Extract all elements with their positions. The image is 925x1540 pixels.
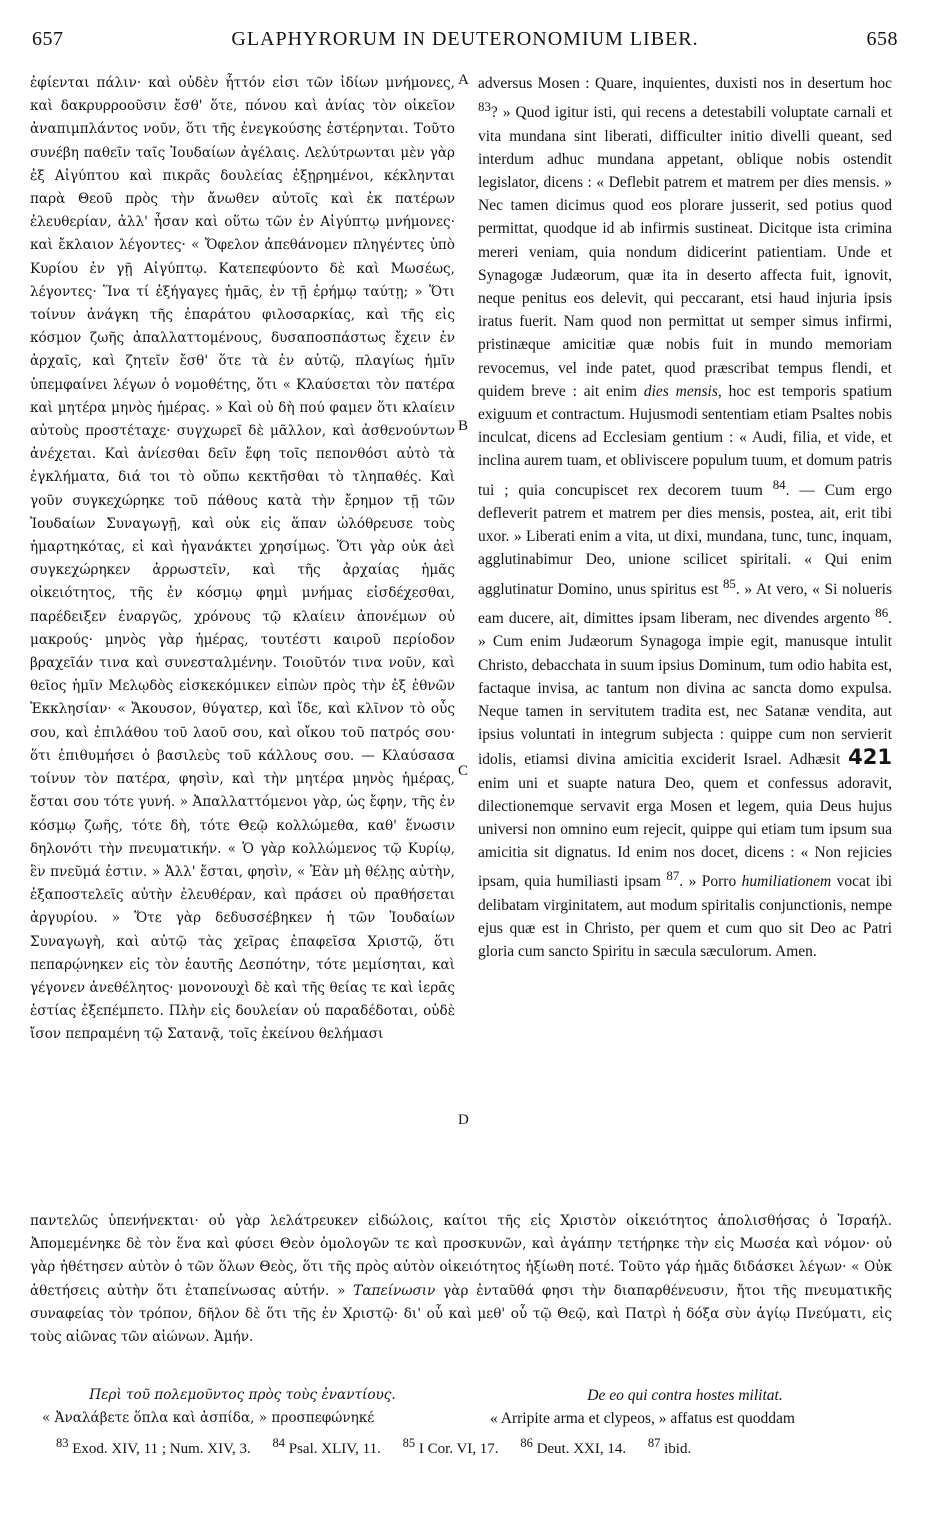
greek-section-start: « Ἀναλάβετε ὅπλα καὶ ἀσπίδα, » προσπεφώνηκέ xyxy=(42,1410,375,1426)
latin-section-start: « Arripite arma et clypeos, » affatus est quoddam xyxy=(490,1410,795,1427)
greek-full-text xyxy=(30,1210,892,1349)
greek-full-width xyxy=(30,1210,892,1349)
footnote-ref-85: 85 xyxy=(722,575,736,591)
latin-section-title: De eo qui contra hostes militat. xyxy=(587,1387,783,1404)
latin-column xyxy=(478,72,892,963)
section-start xyxy=(30,1384,892,1430)
latin-section xyxy=(478,1384,892,1430)
greek-section xyxy=(30,1384,455,1430)
greek-column xyxy=(30,72,455,1047)
latin-text-8: . » Porro xyxy=(679,873,737,891)
greek-section-title: Περὶ τοῦ πολεμοῦντος πρὸς τοὺς ἐναντίους. xyxy=(89,1387,396,1403)
latin-text-7: enim uni et suapte natura Deo, quem et confessus adoravit, dilectionemque servavit erga Mosen et legem, quia Deus hujus universi non omnino eum rejecit, quippe qui etiam tum ipsum sua amicitia sit dignatus. Id enim nos docet, dicens : « Non rejicies ipsam, quia humiliasti ipsam xyxy=(478,774,892,891)
footnote-ref-84: 84 xyxy=(772,476,786,492)
footnote-ref-83: 83 xyxy=(478,99,491,115)
footnote-text: I Cor. VI, 17. xyxy=(418,1441,499,1457)
margin-marker-b: B xyxy=(458,418,469,434)
footnotes xyxy=(56,1436,896,1458)
latin-column-text xyxy=(478,72,892,963)
latin-text-3: , hoc est temporis spatium exiguum et contractum. Hujusmodi sententiam etiam Psaltes nobis inculcat, dicens ad Ecclesiam gentium : « Audi, filia, et vide, et inclina aurem tuam, et obliviscere populum tuum, et domum patris tui ; quia concupiscet rex decorem tuum xyxy=(478,382,892,499)
greek-column-text: ἐφίενται πάλιν· καὶ οὐδὲν ἧττόν εἰσι τῶν ἰδίων μνήμονες, καὶ δακρυρροοῦσιν ἔσθ' ὅτε, πόνου καὶ ἀνίας τὸν οἰκεῖον ἀναπιμπλάντος νοῦν, ὅτι τῆς ἐνεγκούσης ἐστέρηνται. Τοῦτο συνέβη παθεῖν ταῖς Ἰουδαίων ἀγέλαις. Λελύτρωνται μὲν γὰρ ἐξ Αἰγύπτου καὶ πικρᾶς δουλείας ἐξῃρημένοι, κέκληνται παρὰ Θεοῦ πρὸς τὴν ἄνωθεν αὐτοῖς καὶ ἐκ πατέρων ἐλευθερίαν, ἀλλ' ἦσαν καὶ οὕτω τῶν ἐν Αἰγύπτῳ μνήμονες· καὶ ἔκλαιον λέγοντες· « Ὄφελον ἀπεθάνομεν πληγέντες ὑπὸ Κυρίου ἐν γῇ Αἰγύπτῳ. Κατεπεφύοντο δὲ καὶ Μωσέως, λέγοντες· Ἵνα τί ἐξήγαγες ἡμᾶς, ἐν τῇ ἐρήμῳ ταύτῃ; » Ὅτι τοίνυν ἀνάγκη τῆς ἐπαράτου φιλοσαρκίας, καὶ τῆς εἰς κόσμον ζωῆς ἀπαλλαττομένους, δυσαποσπάστως ἔχειν ἐν ἀρχαῖς, καὶ ζητεῖν ἔσθ' ὅτε τὰ ἐν αὐτῷ, πλαγίως ἡμῖν ὑπεμφαίνει λέγων ὁ νομοθέτης, ὅτι « Κλαύσεται τὸν πατέρα καὶ μητέρα μηνὸς ἡμέρας. » Καὶ οὐ δὴ πού φαμεν ὅτι κλαίειν αὐτοὺς προστέταχε· συγχωρεῖ δὲ μᾶλλον, καὶ ἀσθενούντων ἀνέχεται. Καὶ ἀνίεσθαι δεῖν ἔφη τοῖς πεπονθόσι αὐτὸ τὰ ἐγκλήματα, διά τοι τὸ οὔπω κεκτῆσθαι τὸ τληπαθές. Καὶ γοῦν συγκεχώρηκε τοῦ πάθους κατὰ τὴν ἔρημον τῇ τῶν Ἰουδαίων Συναγωγῇ, καὶ οὐκ εἰς ἅπαν ὠλόθρευσε τοὺς ἡμαρτηκότας, εἰ καὶ ἠγανάκτει χρησίμως. Ὅτι γὰρ οὐκ ἀεὶ συγκεχώρηκεν ἀρρωστεῖν, καὶ τῆς ἀρχαίας ἡμᾶς οἰκειότητος, τῆς ἐν κόσμῳ φημὶ μνήμας εἰσδέχεσθαι, παρέδειξεν ἐναργῶς, χρόνους τῷ κλαίειν ἀπονέμων οὐ μακρούς· μηνὸς γὰρ ἡμέρας, τουτέστι καιροῦ περίοδον βραχεῖάν τινα καὶ συνεσταλμένην. Τοιοῦτόν τινα νοῦν, καὶ θεῖος ἡμῖν Μελῳδὸς εἰσκεκόμικεν εἰπὼν πρὸς τὴν ἐξ ἐθνῶν Ἐκκλησίαν· « Ἄκουσον, θύγατερ, καὶ ἴδε, καὶ κλῖνον τὸ οὖς σου, καὶ ἐπιλάθου τοῦ λαοῦ σου, καὶ οἴκου τοῦ πατρός σου· ὅτι ἐπιθυμήσει ὁ βασιλεὺς τοῦ κάλλους σου. — Κλαύσασα τοίνυν τὸν πατέρα, φησὶν, καὶ τὴν μητέρα μηνὸς ἡμέρας, ἔσται σου τότε γυνή. » Ἀπαλλαττόμενοι γὰρ, ὡς ἔφην, τῆς ἐν κόσμῳ ζωῆς, τότε δὴ, τότε Θεῷ κολλώμεθα, καθ' ἕνωσιν δηλονότι τὴν πνευματικήν. « Ὁ γὰρ κολλώμενος τῷ Κυρίῳ, ἓν πνεῦμά ἐστιν. » Ἀλλ' ἔσται, φησὶν, « Ἐὰν μὴ θέλῃς αὐτὴν, ἐξαποστελεῖς αὐτὴν ἐλευθέραν, καὶ πράσει οὐ πραθήσεται ἀργυρίου. » Ὅτε γὰρ δεδυσσέβηκεν ἡ τῶν Ἰουδαίων Συναγωγὴ, καὶ αὐτῷ τὰς χεῖρας ἐπαφεῖσα Χριστῷ, ὅτι πεπαρῴνηκεν εἰς τὸν ἑαυτῆς Δεσπότην, τότε μεμίσηται, καὶ γέγονεν ἀνεθέλητος· μονονουχὶ δὲ καὶ τῆς θείας τε καὶ ἱερᾶς ἑστίας ἐξεπέμπετο. Πλὴν εἰς δουλείαν οὐ παραδέδοται, οὐδὲ ἴσον πεπραμένη τῷ Σατανᾷ, τοῖς ἐκείνου θελήμασι xyxy=(30,75,455,1043)
footnote-number: 83 xyxy=(56,1436,69,1450)
footnote-87 xyxy=(647,1436,692,1457)
latin-italic-1: dies mensis xyxy=(643,382,718,400)
margin-marker-c: C xyxy=(458,763,469,779)
footnote-number: 85 xyxy=(402,1436,416,1450)
footnote-86 xyxy=(520,1436,627,1457)
greek-full-text-2: γὰρ ἐνταῦθά φησι τὴν διαπαρθένευσιν, ἤτοι τῆς πνευματικῆς συναφείας τὸν τρόπον, δῆλον δὲ ὅτι τῆς ἐν Χριστῷ· δι' οὗ καὶ μεθ' οὗ τῷ Θεῷ, καὶ Πατρὶ ἡ δόξα σὺν ἁγίῳ Πνεύματι, εἰς τοὺς αἰῶνας τῶν αἰώνων. Ἀμήν. xyxy=(30,1282,892,1346)
column-number: 421 xyxy=(848,745,893,770)
footnote-number: 87 xyxy=(647,1436,661,1450)
latin-text-4: . — Cum ergo defleverit patrem et matrem per dies mensis, postea, ait, erit tibi uxor. » Liberati enim a vita, ut dixi, mundana, tunc, tunc, inquam, agglutinabimur Deo, unione scilicet spiritali. « Qui enim agglutinatur Domino, unus spiritus est xyxy=(478,481,893,598)
greek-full-text-1: παντελῶς ὑπενήνεκται· οὐ γὰρ λελάτρευκεν εἰδώλοις, καίτοι τῆς εἰς Χριστὸν οἰκειότητος ἀπολισθήσας ὁ Ἰσραήλ. Ἀπομεμένηκε δὲ τὸν ἕνα καὶ φύσει Θεὸν ὁμολογῶν τε καὶ προσκυνῶν, καὶ ἀγάπην τετήρηκε τὴν εἰς Μωσέα καὶ νόμον· οὐ γὰρ ἠθέτησεν αὐτὸν ὁ τῶν ὅλων Θεὸς, ὅτι τῆς πρὸς αὐτὸν οἰκειότητος ἠξίωθη ποτέ. Τοῦτο γάρ ἡμᾶς διδάσκει λέγων· « Οὐκ ἀθετήσεις αὐτὴν ὅτι ἐταπείνωσας αὐτήν. » xyxy=(30,1213,892,1299)
footnote-83 xyxy=(56,1436,251,1457)
latin-text-6: . » Cum enim Judæorum Synagoga impie egit, manusque intulit Christo, debacchata in suum ipsius Dominum, tum odio habita est, factaque invisa, ac tantum non divina ac sancta domo expulsa. Neque tamen in servitutem tradita est, nec Satanæ vendita, aut ipsius voluntati in integrum subjecta : quippe cum non servierit idolis, etiamsi divina amicitia exciderit Israel. Adhæsit xyxy=(478,610,893,769)
latin-text-9: vocat ibi delibatam virginitatem, aut modum spiritalis conjunctionis, nempe ejus quæ est in Christo, per quem et cum quo sit Deo ac Patri gloria cum sancto Spiritu in sæcula sæculorum. Amen. xyxy=(478,873,893,961)
latin-text-2: ? » Quod igitur isti, qui recens a detestabili voluptate carnali et vita mundana sint liberati, difficulter initio divelli queant, sed interdum adhuc mundana appetant, oblique nobis ostendit legislator, dicens : « Deflebit patrem et matrem per dies mensis. » Nec tamen dicimus quod eos plorare jusserit, sed potius quod permittat, quodque id ab infirmis sustineat. Dicitque ista crimina mereri veniam, quia nondum didicerint patientiam. Unde et Synagogæ Judæorum, quæ ita in deserto affecta fuit, ignovit, neque penitus eos delevit, qui peccarant, etsi haud injuria ipsis iratus fuerit. Nam quod non permittat ut semper simus infirmi, pristinæque amicitiæ quæ nobis fuit in mundo memoriam revocemus, vel inde patet, quod præscribat tempus flendi, et quidem breve : ait enim xyxy=(478,104,892,400)
footnote-text: ibid. xyxy=(664,1441,692,1457)
page-header xyxy=(32,28,898,58)
latin-text-1: adversus Mosen : Quare, inquientes, duxisti nos in desertum hoc xyxy=(478,75,892,92)
margin-marker-d: D xyxy=(458,1112,469,1128)
running-title: GLAPHYRORUM IN DEUTERONOMIUM LIBER. xyxy=(231,28,699,50)
footnote-ref-87: 87 xyxy=(666,868,680,884)
footnote-text: Deut. XXI, 14. xyxy=(536,1441,627,1457)
footnote-text: Psal. XLIV, 11. xyxy=(288,1441,381,1457)
footnote-number: 84 xyxy=(272,1436,285,1450)
margin-marker-a: A xyxy=(458,72,469,88)
page-number-right: 658 xyxy=(866,28,898,50)
page-number-left: 657 xyxy=(32,28,64,50)
latin-italic-2: humiliationem xyxy=(741,873,832,891)
footnote-85 xyxy=(402,1436,499,1457)
footnote-number: 86 xyxy=(520,1436,533,1450)
footnote-ref-86: 86 xyxy=(875,604,889,620)
footnote-84 xyxy=(272,1436,381,1457)
greek-full-italic: Ταπείνωσιν xyxy=(353,1282,436,1299)
latin-text-5: . » At vero, « Si nolueris eam ducere, ait, dimittes ipsam liberam, nec divendes argento xyxy=(478,580,892,628)
footnote-text: Exod. XIV, 11 ; Num. XIV, 3. xyxy=(72,1441,251,1457)
